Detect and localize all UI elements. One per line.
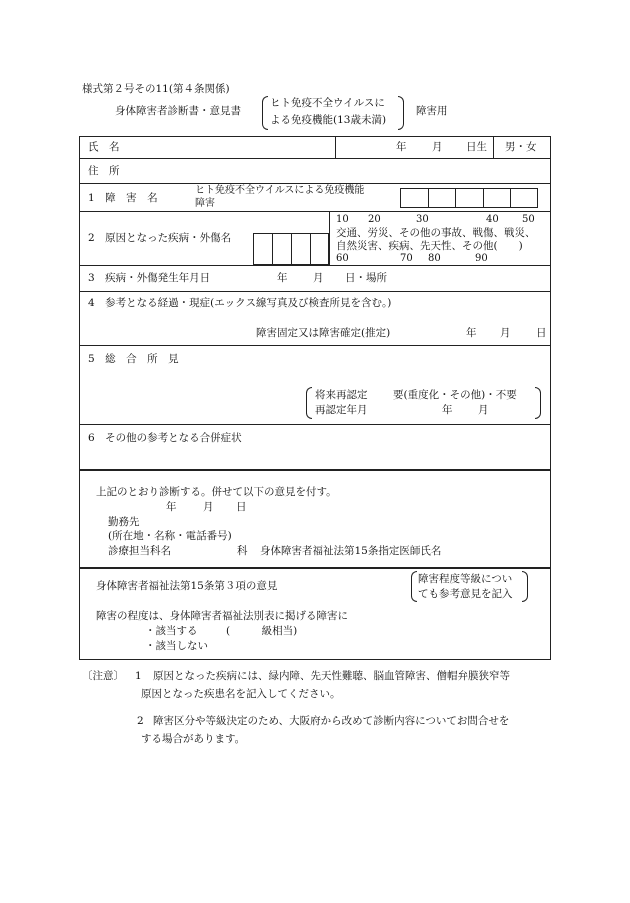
opinion-note-bracket-left — [411, 571, 417, 602]
code-box-sep-2 — [455, 188, 456, 208]
course-label: 4 参考となる経過・現症(エックス線写真及び検査所見を含む。) — [88, 297, 392, 309]
disability-code-boxes[interactable] — [400, 188, 538, 208]
name-birth-year: 年 — [396, 141, 407, 153]
cause-box-sep-3 — [310, 233, 311, 265]
cause-code-90: 90 — [475, 253, 488, 264]
opinion-note-line2: ても参考意見を記入 — [418, 588, 513, 600]
cause-box-sep-1 — [272, 233, 273, 265]
name-birth-day: 日生 — [466, 141, 487, 153]
name-birth-month: 月 — [432, 141, 443, 153]
rule-row3 — [79, 291, 551, 292]
overall-findings-label: 5 総 合 所 見 — [88, 353, 179, 365]
title-bracket-line1: ヒト免疫不全ウイルスに — [270, 97, 385, 109]
department-label: 診療担当科名 — [108, 545, 171, 557]
fixed-year: 年 — [466, 327, 477, 339]
disability-name-label: 1 障 害 名 — [88, 192, 158, 204]
note-1-line2: 原因となった疾患名を記入してください。 — [141, 688, 341, 700]
title-bracket-right — [398, 96, 404, 130]
note-2-line2: する場合があります。 — [141, 733, 246, 745]
cause-box-sep-2 — [291, 233, 292, 265]
cause-code-60: 60 — [336, 253, 349, 264]
diagnosis-day: 日 — [236, 501, 247, 513]
diagnosis-year: 年 — [166, 501, 177, 513]
cause-label: 2 原因となった疾病・外傷名 — [88, 232, 232, 244]
onset-date-label: 3 疾病・外傷発生年月日 — [88, 272, 211, 284]
applicable-option[interactable]: ・該当する — [145, 625, 198, 637]
diagnosis-statement: 上記のとおり診断する。併せて以下の意見を付す。 — [96, 486, 337, 498]
onset-day-place: 日・場所 — [345, 272, 387, 284]
recheck-bracket-right — [535, 387, 541, 419]
doctor-name-label: 身体障害者福祉法第15条指定医師氏名 — [260, 545, 442, 557]
cause-code-20: 20 — [368, 214, 381, 225]
note-1-number: 1 — [135, 670, 142, 682]
title-bracket-line2: よる免疫機能(13歳未満) — [270, 114, 387, 126]
workplace-detail: (所在地・名称・電話番号) — [108, 530, 232, 542]
grade-equivalent: ( 級相当) — [226, 625, 298, 637]
cause-code-70: 70 — [400, 253, 413, 264]
recheck-bracket-left — [306, 387, 312, 419]
opinion-title: 身体障害者福祉法第15条第３項の意見 — [96, 580, 278, 592]
cause-code-10: 10 — [336, 214, 349, 225]
degree-text: 障害の程度は、身体障害者福祉法別表に掲げる障害に — [96, 610, 348, 622]
recheck-date-label: 再認定年月 — [315, 404, 368, 416]
note-2-line1: 障害区分や等級決定のため、大阪府から改めて診断内容についてお問合せを — [153, 715, 510, 727]
fixed-month: 月 — [500, 327, 511, 339]
disability-name-value-2: 障害 — [195, 198, 215, 209]
cause-divider — [329, 211, 330, 265]
notes-label: 〔注意〕 — [82, 670, 124, 682]
rule-address — [79, 183, 551, 184]
code-box-sep-3 — [483, 188, 484, 208]
opinion-note-line1: 障害程度等級につい — [418, 573, 513, 585]
title-suffix: 障害用 — [416, 105, 448, 117]
cause-code-30: 30 — [416, 214, 429, 225]
complications-label: 6 その他の参考となる合併症状 — [88, 432, 242, 444]
cause-options-1: 交通、労災、その他の事故、戦傷、戦災、 — [336, 227, 536, 239]
onset-month: 月 — [313, 272, 324, 284]
code-box-sep-4 — [510, 188, 511, 208]
department-ka: 科 — [237, 545, 248, 557]
cause-options-2: 自然災害、疾病、先天性、その他( ) — [336, 240, 523, 252]
recheck-month: 月 — [478, 404, 489, 416]
disability-name-value-1: ヒト免疫不全ウイルスによる免疫機能 — [195, 185, 365, 196]
note-2-number: 2 — [137, 715, 144, 727]
name-label: 氏 名 — [88, 141, 120, 153]
opinion-note-bracket-right — [522, 571, 528, 602]
rule-name — [79, 158, 551, 159]
address-label: 住 所 — [88, 165, 120, 177]
name-divider — [335, 136, 336, 158]
rule-row2 — [79, 265, 551, 266]
form-number: 様式第２号その11(第４条関係) — [82, 83, 230, 95]
fixed-day: 日 — [536, 327, 547, 339]
title-bracket-left — [262, 96, 268, 130]
sex-field: 男・女 — [505, 141, 537, 153]
form-title: 身体障害者診断書・意見書 — [115, 105, 241, 117]
fixed-date-label: 障害固定又は障害確定(推定) — [256, 327, 391, 339]
rule-row5 — [79, 424, 551, 425]
sex-divider — [493, 136, 494, 158]
rule-row4 — [79, 345, 551, 346]
note-1-line1: 原因となった疾病には、緑内障、先天性難聴、脳血管障害、僧帽弁膜狭窄等 — [153, 670, 510, 682]
workplace-label: 勤務先 — [108, 516, 140, 528]
code-box-sep-1 — [428, 188, 429, 208]
not-applicable-option[interactable]: ・該当しない — [145, 640, 208, 652]
diagnosis-month: 月 — [203, 501, 214, 513]
onset-year: 年 — [277, 272, 288, 284]
cause-code-40: 40 — [486, 214, 499, 225]
rule-row1 — [79, 211, 551, 212]
recheck-label: 将来再認定 — [315, 389, 368, 401]
recheck-value: 要(重度化・その他)・不要 — [393, 389, 517, 401]
cause-code-50: 50 — [522, 214, 535, 225]
recheck-year: 年 — [442, 404, 453, 416]
cause-code-80: 80 — [428, 253, 441, 264]
